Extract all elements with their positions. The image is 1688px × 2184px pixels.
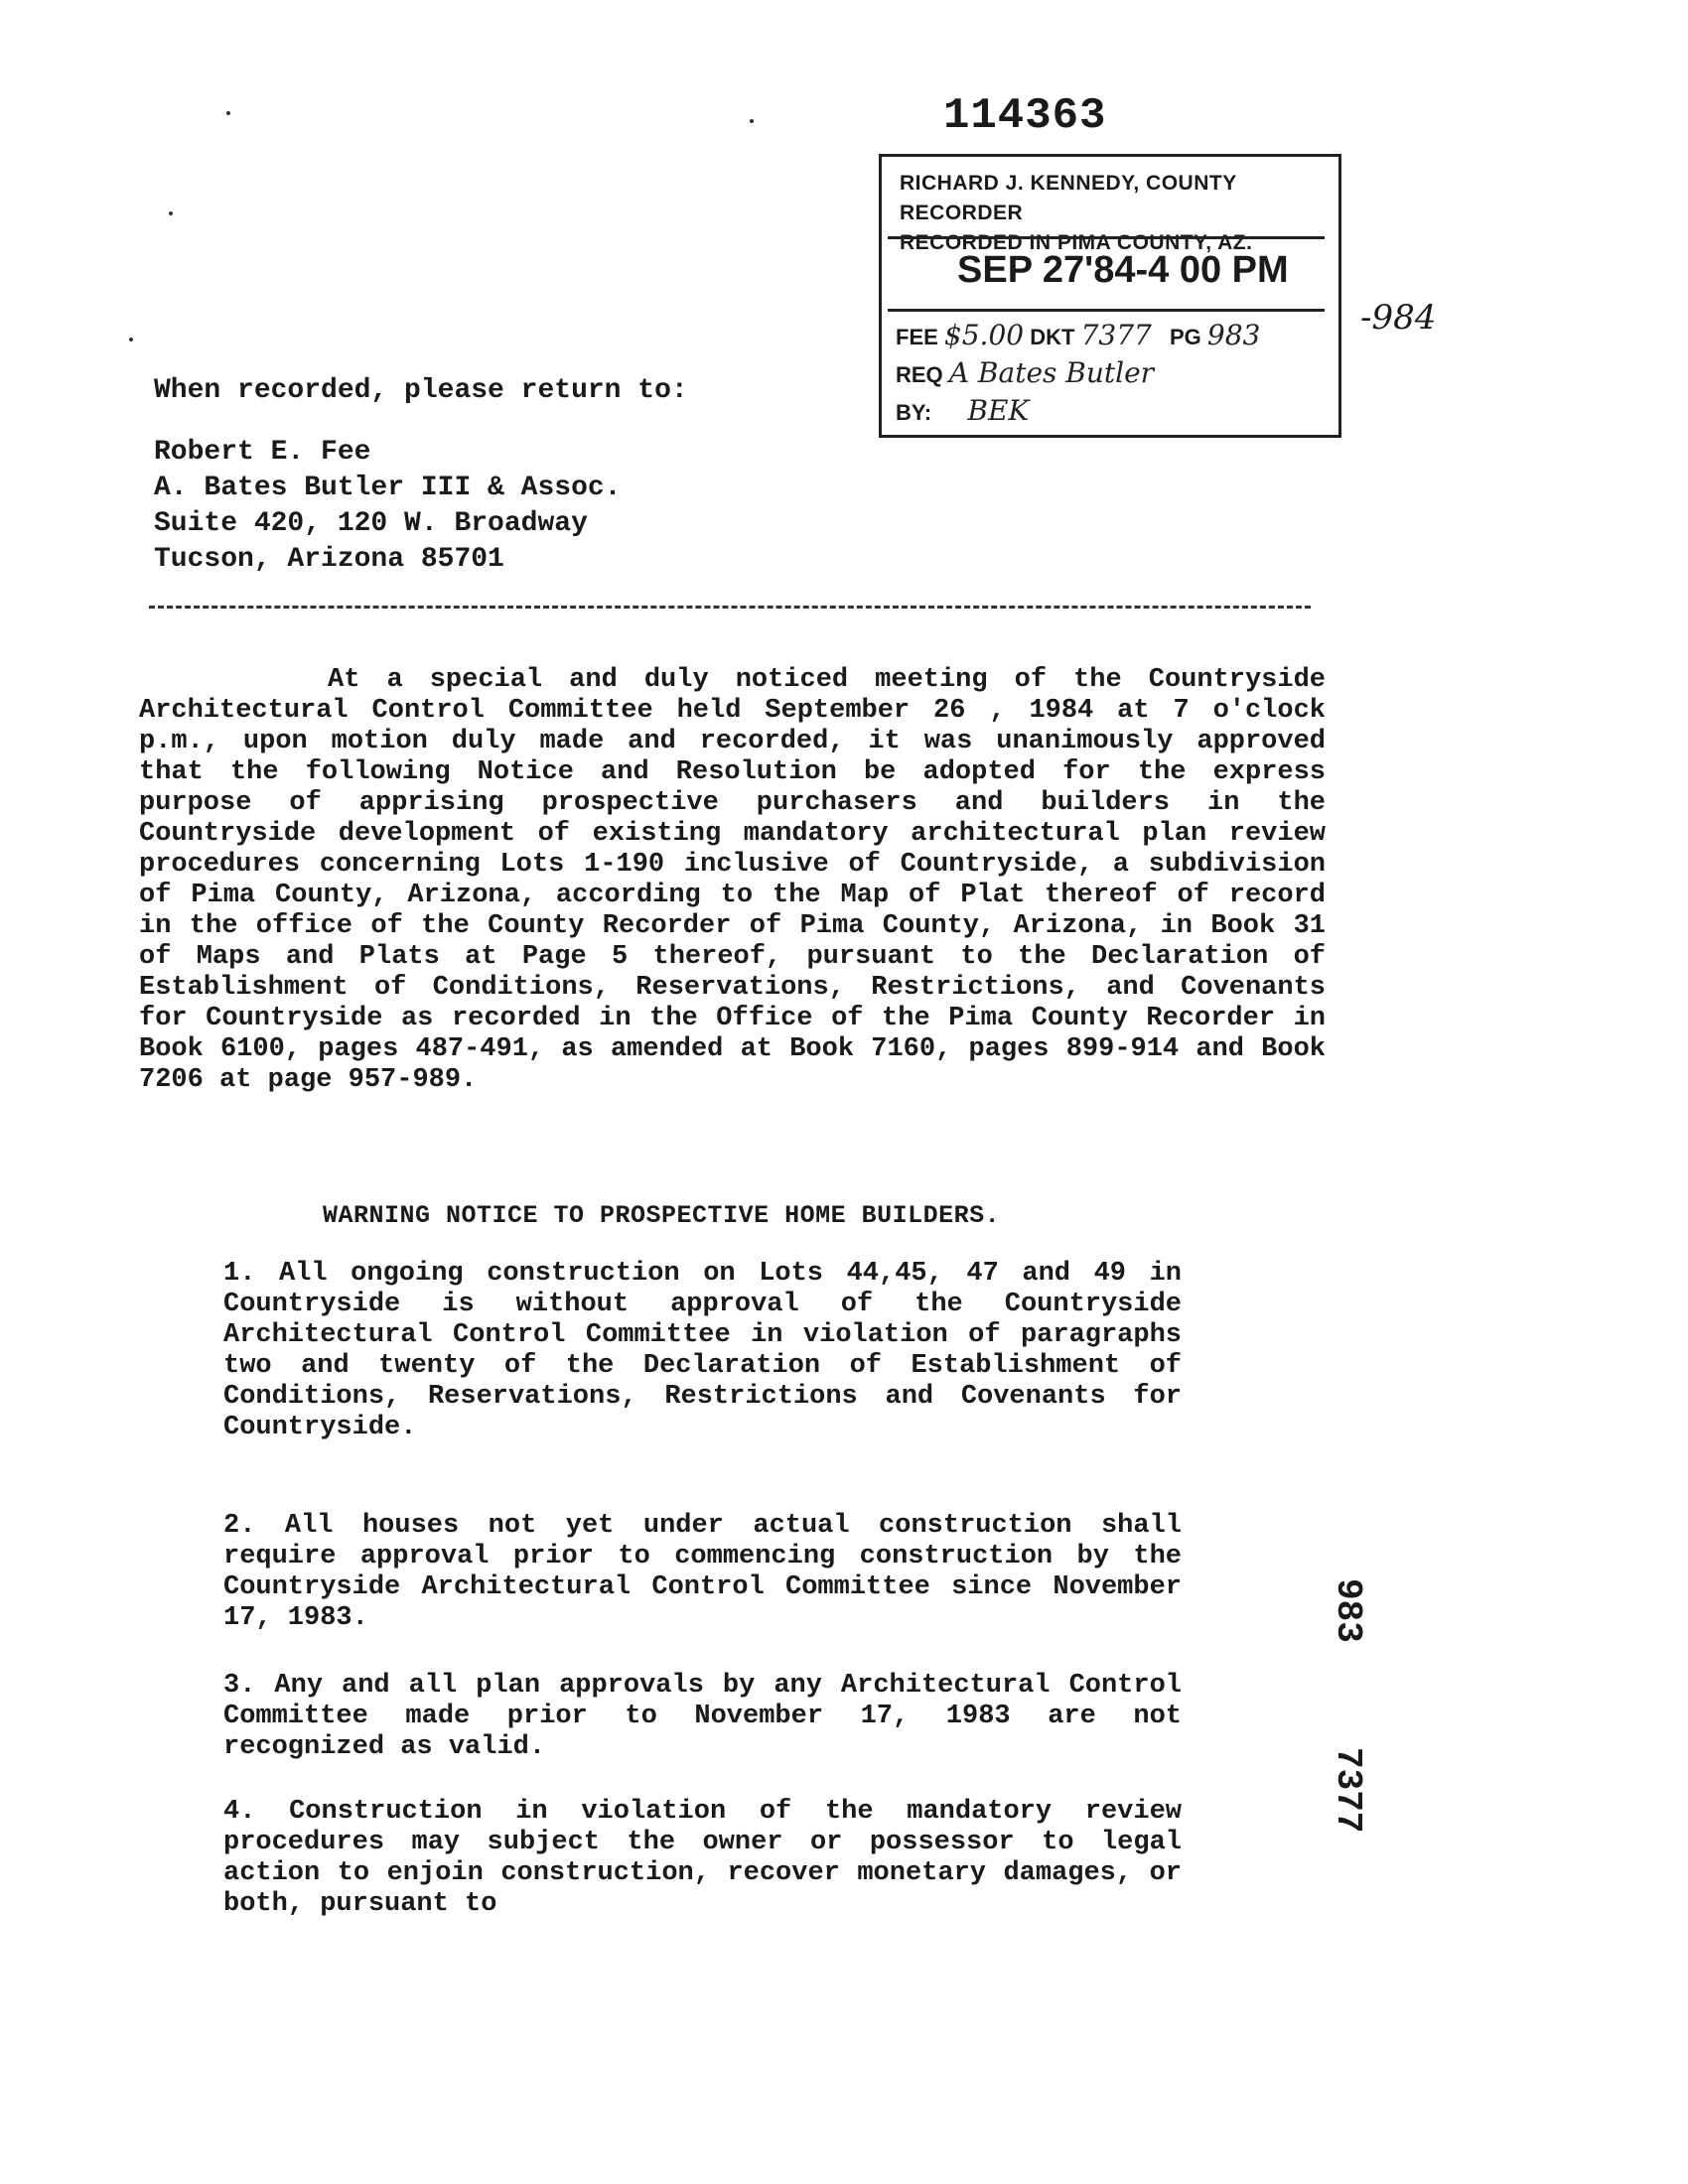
recording-date-box xyxy=(888,236,1325,312)
separator-line xyxy=(149,606,1311,609)
req-row xyxy=(896,355,1260,393)
req-label: REQ xyxy=(896,362,943,387)
dkt-label: DKT xyxy=(1030,325,1075,349)
scan-speck xyxy=(129,338,133,341)
fee-row xyxy=(896,318,1260,355)
pg-value: 983 xyxy=(1206,319,1261,351)
address-line: Robert E. Fee xyxy=(154,437,371,468)
pg-label: PG xyxy=(1169,325,1201,349)
address-line: Tucson, Arizona 85701 xyxy=(154,544,504,575)
recording-fields xyxy=(896,318,1260,431)
by-value: BEK xyxy=(967,394,1030,427)
address-line: A. Bates Butler III & Assoc. xyxy=(154,473,622,503)
by-row xyxy=(896,393,1260,431)
notice-item-2: 2. All houses not yet under actual construction shall require approval prior to commencing construction by the Countryside Architectural Control Committee since November 17, 1983. xyxy=(223,1511,1182,1633)
recorder-stamp xyxy=(879,154,1341,438)
document-number: 114363 xyxy=(943,91,1107,141)
return-address xyxy=(154,435,621,578)
scan-speck xyxy=(226,111,230,115)
notice-item-1: 1. All ongoing construction on Lots 44,45, 47 and 49 in Countryside is without approval of the Countryside Architectural Control Committee in violation of paragraphs two and twenty of the Declaration of Establishment of Conditions, Reservations, Restrictions and Covenants for Countryside. xyxy=(223,1259,1182,1442)
return-to-label: When recorded, please return to: xyxy=(154,375,688,406)
resolution-paragraph: At a special and duly noticed meeting of the Countryside Architectural Control Committee held September 26 , 1984 at 7 o'clock p.m., upon motion duly made and recorded, it was unanimously approved that the following Notice and Resolution be adopted for the express purpose of apprising prospective purchasers and builders in the Countryside development of existing mandatory architectural plan review procedures concerning Lots 1-190 inclusive of Countryside, a subdivision of Pima County, Arizona, according to the Map of Plat thereof of record in the office of the County Recorder of Pima County, Arizona, in Book 31 of Maps and Plats at Page 5 thereof, pursuant to the Declaration of Establishment of Conditions, Reservations, Restrictions, and Covenants for Countryside as recorded in the Office of the Pima County Recorder in Book 6100, pages 487-491, as amended at Book 7160, pages 899-914 and Book 7206 at page 957-989. xyxy=(139,665,1326,1095)
notice-item-3: 3. Any and all plan approvals by any Architectural Control Committee made prior to November 17, 1983 are not recognized as valid. xyxy=(223,1671,1182,1762)
req-value: A Bates Butler xyxy=(948,356,1155,389)
scan-speck xyxy=(750,119,754,123)
dkt-value: 7377 xyxy=(1080,319,1152,351)
margin-book-number: 7377 xyxy=(1328,1747,1368,1834)
address-line: Suite 420, 120 W. Broadway xyxy=(154,508,588,539)
margin-page-number: 983 xyxy=(1328,1578,1368,1643)
fee-value: $5.00 xyxy=(943,319,1025,351)
page-range-extension: -984 xyxy=(1360,298,1437,338)
recorder-name: RICHARD J. KENNEDY, COUNTY RECORDER xyxy=(900,172,1237,224)
warning-heading: WARNING NOTICE TO PROSPECTIVE HOME BUILDERS. xyxy=(323,1201,1001,1230)
recorded-in: RECORDED IN PIMA COUNTY, AZ. xyxy=(900,231,1253,254)
scan-speck xyxy=(169,211,173,215)
recording-date-time: SEP 27'84-4 00 PM xyxy=(957,249,1289,291)
notice-item-4: 4. Construction in violation of the mandatory review procedures may subject the owner or possessor to legal action to enjoin construction, recover monetary damages, or both, pursuant to xyxy=(223,1797,1182,1919)
fee-label: FEE xyxy=(896,325,938,349)
by-label: BY: xyxy=(896,400,932,425)
